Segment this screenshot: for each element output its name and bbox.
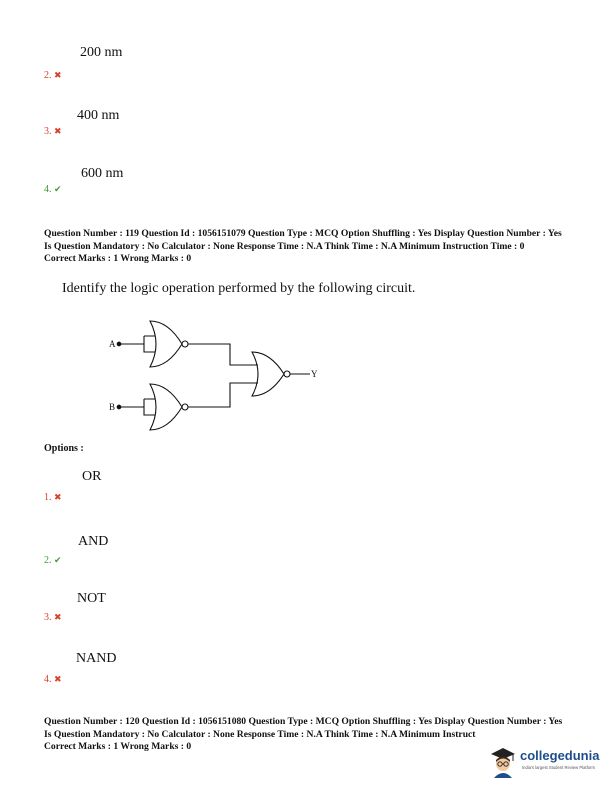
nor-gate-2	[150, 384, 182, 430]
nor-gate-2-bubble	[182, 404, 188, 410]
meta-line-2: Is Question Mandatory : No Calculator : None Response Time : N.A Think Time : N.A Minimum Instruct	[44, 728, 476, 740]
nor-gate-3	[252, 352, 284, 396]
cross-icon: ✖	[54, 612, 62, 622]
prev-option-3-number	[44, 126, 62, 137]
output-y-label: Y	[311, 369, 318, 379]
meta-line-1: Question Number : 119 Question Id : 1056151079 Question Type : MCQ Option Shuffling : Yes Display Question Number : Yes	[44, 228, 562, 239]
input-a-label: A	[109, 339, 116, 349]
q119-option-3-number	[44, 612, 62, 623]
option-number: 2.	[44, 70, 52, 81]
option-number: 2.	[44, 555, 52, 566]
wire-gate2-to-gate3	[188, 383, 258, 407]
nor-gate-1-bubble	[182, 341, 188, 347]
check-icon: ✔	[54, 184, 62, 194]
student-mascot-icon	[488, 746, 518, 778]
wire-gate1-to-gate3	[188, 344, 258, 365]
question-119-meta	[44, 228, 584, 266]
question-119-text: Identify the logic operation performed by the following circuit.	[62, 281, 416, 296]
prev-option-1-text: 200 nm	[80, 45, 123, 60]
q119-option-4-number	[44, 674, 62, 685]
meta-line-2: Is Question Mandatory : No Calculator : None Response Time : N.A Think Time : N.A Minimum Instruction Time : 0	[44, 240, 525, 252]
q119-option-1-text: OR	[82, 469, 102, 484]
nor-gate-1	[150, 321, 182, 367]
option-number: 3.	[44, 612, 52, 623]
option-number: 4.	[44, 184, 52, 195]
q119-option-3-text: NOT	[77, 591, 106, 606]
option-number: 1.	[44, 492, 52, 503]
option-number: 4.	[44, 674, 52, 685]
cross-icon: ✖	[54, 70, 62, 80]
input-a-tie	[144, 336, 155, 352]
prev-option-2-number	[44, 70, 62, 81]
brand-tagline: India's largest Student Review Platform	[522, 765, 595, 770]
cross-icon: ✖	[54, 674, 62, 684]
brand-name: collegedunia	[520, 748, 600, 763]
cross-icon: ✖	[54, 126, 62, 136]
check-icon: ✔	[54, 555, 62, 565]
input-b-label: B	[109, 402, 116, 412]
prev-option-3-text: 600 nm	[81, 166, 124, 181]
prev-option-4-number	[44, 184, 62, 195]
collegedunia-watermark	[488, 744, 608, 780]
nor-gate-3-bubble	[284, 371, 290, 377]
q119-option-1-number	[44, 492, 62, 503]
option-number: 3.	[44, 126, 52, 137]
input-b-tie	[144, 399, 155, 415]
prev-option-2-text: 400 nm	[77, 108, 120, 123]
logic-circuit-diagram	[100, 312, 340, 437]
meta-line-1: Question Number : 120 Question Id : 1056151080 Question Type : MCQ Option Shuffling : Yes Display Question Number : Yes	[44, 716, 563, 727]
cross-icon: ✖	[54, 492, 62, 502]
q119-option-4-text: NAND	[76, 651, 117, 666]
meta-line-3: Correct Marks : 1 Wrong Marks : 0	[44, 741, 192, 753]
options-label: Options :	[44, 443, 84, 454]
meta-line-3: Correct Marks : 1 Wrong Marks : 0	[44, 253, 192, 265]
q119-option-2-number	[44, 555, 62, 566]
q119-option-2-text: AND	[78, 534, 109, 549]
